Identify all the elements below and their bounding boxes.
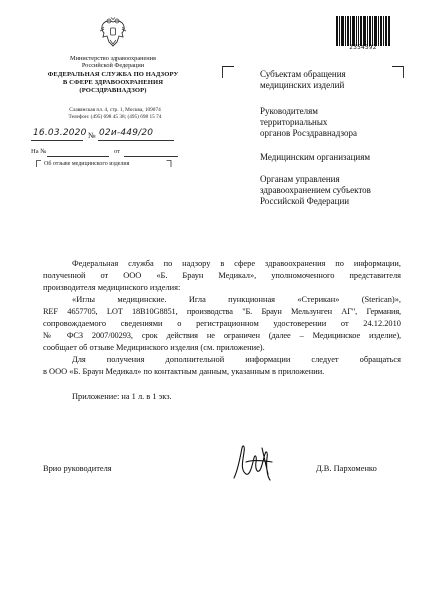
body-p1-line4: «Иглы медицинские. Игла пункционная «Стерикан» (Sterican)», [72, 295, 401, 304]
body-p1-line5: REF 4657705, LOT 18B10G8851, производства "Б. Браун Мельзунген АГ", Германия, [43, 307, 401, 316]
letter-subject: Об отзыве медицинского изделия [44, 161, 130, 167]
addressee-3-line1: Медицинским организациям [260, 152, 371, 162]
agency-name-line1: ФЕДЕРАЛЬНАЯ СЛУЖБА ПО НАДЗОРУ [47, 71, 179, 78]
barcode-number: 2354592 [349, 44, 377, 51]
addressee-1-line1: Субъектам обращения [260, 69, 346, 79]
date-underline [31, 140, 83, 141]
addressee-4-line2: здравоохранением субъектов [260, 185, 371, 195]
agency-address: Славянская пл. 4, стр. 1, Москва, 109074 [69, 107, 161, 113]
body-p1-line8: сообщает об отзыве Медицинского изделия (см. приложение). [43, 343, 265, 352]
handwritten-signature [226, 440, 286, 486]
body-p2-line1: Для получения дополнительной информации следует обращаться [72, 355, 401, 364]
handwritten-number: 02и-449/20 [99, 128, 154, 138]
signatory-name: Д.В. Пархоменко [316, 464, 377, 473]
ref-from-label: от [114, 148, 121, 155]
barcode-graphic [336, 16, 390, 46]
body-p2-line2: в ООО «Б. Браун Медикал» по контактным данным, указанным в приложении. [43, 367, 325, 376]
handwritten-date: 16.03.2020 [33, 128, 87, 138]
ref-number-underline [47, 156, 109, 157]
addressee-4-line3: Российской Федерации [260, 196, 350, 206]
addressee-2-line2: территориальных [260, 117, 328, 127]
ref-date-underline [124, 156, 178, 157]
agency-phone: Телефон: (495) 698 45 38; (495) 698 15 74 [68, 114, 162, 120]
subject-left-bracket [36, 160, 42, 168]
ministry-name-line1: Министерство здравоохранения [70, 55, 156, 62]
ref-prefix: На № [31, 148, 47, 155]
subject-right-bracket [166, 160, 172, 168]
signatory-position: Врио руководителя [43, 464, 112, 473]
body-p1-line2: полученной от ООО «Б. Браун Медикал», уполномоченного представителя [43, 271, 401, 280]
body-p1-line1: Федеральная служба по надзору в сфере здравоохранения по информации, [72, 259, 401, 268]
addressee-1-line2: медицинских изделий [260, 80, 345, 90]
body-p1-line7: № ФСЗ 2007/00293, срок действия не ограничен (далее – Медицинское изделие), [43, 331, 401, 340]
body-p1-line3: производителя медицинского изделия: [43, 283, 181, 292]
number-prefix: № [88, 131, 96, 140]
ministry-name-line2: Российской Федерации [81, 62, 145, 69]
agency-name-line2: В СФЕРЕ ЗДРАВООХРАНЕНИЯ [62, 79, 164, 86]
attachment-note: Приложение: на 1 л. в 1 экз. [72, 392, 172, 401]
coat-of-arms-emblem [98, 16, 128, 50]
addressee-2-line1: Руководителям [260, 106, 318, 116]
agency-name-line3: (РОСЗДРАВНАДЗОР) [79, 87, 147, 94]
addressee-4-line1: Органам управления [260, 174, 340, 184]
body-p1-line6: сопровождаемого сведениями о регистрационном удостоверении от 24.12.2010 [43, 319, 401, 328]
number-underline [98, 140, 174, 141]
addressee-2-line3: органов Росздравнадзора [260, 128, 357, 138]
